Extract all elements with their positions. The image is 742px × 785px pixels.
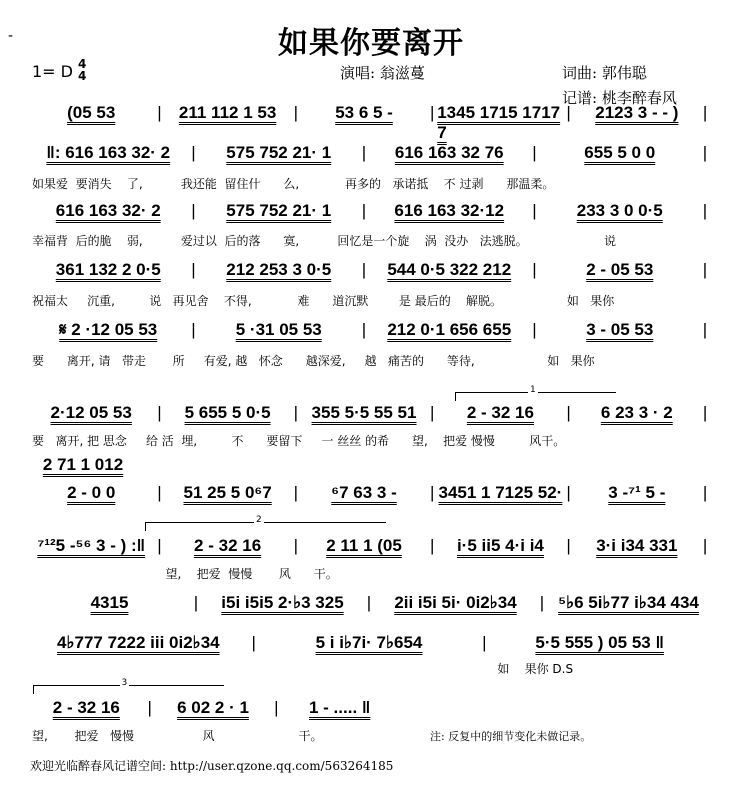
footnote: 注: 反复中的细节变化未做记录。 [430, 730, 592, 743]
bar-line: | [157, 403, 162, 422]
measure: 1 - ..... ‖ [309, 698, 371, 717]
bar-line: | [702, 536, 708, 555]
measure: 2 - 0 0 [67, 483, 116, 502]
staff-row [28, 593, 710, 613]
measure: 355 5·5 55 51 [311, 403, 417, 422]
staff-row [28, 633, 710, 653]
measure: 2 - 32 16 [194, 536, 262, 555]
measure: ‖: 616 163 32· 2 [46, 143, 171, 162]
footer-link-text: 欢迎光临醉春风记谱空间: http://user.qzone.qq.com/563264185 [30, 759, 394, 773]
measure: 5 ·31 05 53 [235, 320, 322, 339]
volta-number: 1 [530, 385, 536, 395]
bar-line: | [191, 143, 196, 162]
measure: 𝄋 2 ·12 05 53 [59, 320, 158, 339]
measure: i5i i5i5 2·♭3 325 [221, 593, 344, 612]
staff-row [28, 260, 710, 280]
measure: 616 163 32·12 [394, 201, 505, 220]
staff-row [28, 698, 398, 718]
bar-line: | [532, 260, 537, 279]
volta-bracket [33, 678, 224, 694]
bar-line: | [274, 698, 279, 717]
measure: 616 163 32 76 [394, 143, 504, 162]
staff-row [28, 483, 710, 503]
staff-row [28, 403, 710, 423]
bar-line: | [532, 201, 537, 220]
bar-line: | [157, 536, 162, 555]
lyrics-line: 祝福太 沉重, 说 再见舍 不得, 难 道沉默 是 最后的 解脱。 如 果你 [32, 294, 615, 308]
lyrics-line: 望, 把爱 慢慢 风 干。 [32, 729, 323, 743]
transcriber: 记谱: 桃李醉春风 [562, 89, 677, 107]
bar-line: | [566, 403, 571, 422]
bar-line: | [366, 593, 372, 612]
bar-line: | [566, 103, 571, 122]
bar-line: | [702, 483, 708, 502]
volta-number: 2 [256, 515, 262, 525]
measure: 212 0·1 656 655 [387, 320, 512, 339]
time-top: 4 [78, 57, 87, 71]
measure: 2 - 05 53 [586, 260, 654, 279]
measure: 575 752 21· 1 [226, 201, 332, 220]
bar-line: | [702, 103, 708, 122]
measure: 5 655 5 0·5 [184, 403, 271, 422]
bar-line: | [191, 201, 196, 220]
bar-line: | [361, 201, 367, 220]
volta-bracket [455, 385, 616, 401]
bar-line: | [566, 483, 571, 502]
lyrics-line: 如 果你 D.S [32, 662, 574, 676]
volta-number: 3 [121, 678, 128, 688]
bar-line: | [539, 593, 545, 612]
composer: 词曲: 郭伟聪 [562, 64, 647, 82]
measure: 3451 1 7125 52· [438, 483, 563, 502]
measure: 5 i i♭7i· 7♭654 [315, 633, 423, 652]
measure: 2ii i5i 5i· 0i2♭34 [394, 593, 517, 612]
bar-line: | [532, 320, 537, 339]
staff-row [28, 103, 710, 143]
bar-line: | [293, 103, 299, 122]
bar-line: | [702, 403, 708, 422]
staff-row [28, 201, 710, 221]
measure: 51 25 5 0⁶7 [183, 483, 272, 502]
measure: ⁵♭6 5i♭77 i♭34 434 [558, 593, 699, 612]
volta-bracket [145, 515, 386, 531]
key-signature: 1= D [32, 62, 73, 81]
lyrics-line: 要 离开, 请 带走 所 有爱, 越 怀念 越深爱, 越 痛苦的 等待, 如 果你 [32, 354, 595, 368]
measure: 6 02 2 · 1 [177, 698, 249, 717]
measure: 2 - 32 16 [466, 403, 534, 422]
bar-line: | [702, 260, 708, 279]
measure: ⁷¹²5 -⁵⁶ 3 - ) :‖ [37, 536, 146, 555]
measure: (05 53 [67, 103, 116, 122]
measure: 3 - 05 53 [586, 320, 654, 339]
measure: 3·i i34 331 [596, 536, 678, 555]
bar-line: | [293, 483, 299, 502]
time-bottom: 4 [78, 69, 87, 83]
bar-line: | [191, 260, 196, 279]
bar-line: | [193, 593, 199, 612]
bar-line: | [702, 143, 708, 162]
bar-line: | [430, 483, 435, 502]
measure: 211 112 1 53 [178, 103, 277, 122]
bar-line: | [566, 536, 571, 555]
bar-line: | [191, 320, 196, 339]
staff-row [28, 320, 710, 340]
measure: 6 23 3 · 2 [600, 403, 673, 422]
bar-line: | [157, 103, 162, 122]
lyrics-line: 幸福背 后的脆 弱, 爱过以 后的落 寞, 回忆是一个旋 涡 没办 法逃脱。 说 [32, 234, 616, 248]
time-signature [78, 58, 86, 82]
bar-line: | [532, 143, 537, 162]
bar-line: | [147, 698, 152, 717]
measure: 544 0·5 322 212 [387, 260, 512, 279]
measure: 233 3 0 0·5 [576, 201, 663, 220]
measure: 53 6 5 - [335, 103, 393, 122]
dash-mark: - [8, 28, 14, 44]
lyrics-line: 望, 把爱 慢慢 风 干。 [32, 567, 338, 581]
measure: 2 - 32 16 [52, 698, 120, 717]
measure: 616 163 32· 2 [55, 201, 161, 220]
measure: 361 132 2 0·5 [55, 260, 161, 279]
measure: 1345 1715 1717 7 [437, 103, 561, 142]
bar-line: | [293, 536, 299, 555]
bar-line: | [361, 143, 367, 162]
measure: ⁶7 63 3 - [331, 483, 397, 502]
bar-line: | [361, 320, 367, 339]
bar-line: | [702, 320, 708, 339]
bar-line: | [430, 536, 435, 555]
staff-row [28, 143, 710, 163]
staff-row [28, 455, 138, 475]
lyrics-line: 要 离开, 把 思念 给 活 埋, 不 要留下 一 丝丝 的希 望, 把爱 慢慢 风干。 [32, 434, 566, 448]
song-title: 如果你要离开 [278, 26, 464, 61]
measure: 2·12 05 53 [50, 403, 132, 422]
bar-line: | [702, 201, 708, 220]
measure: i·5 ii5 4·i i4 [456, 536, 544, 555]
singer: 演唱: 翁滋蔓 [340, 64, 425, 82]
bar-line: | [430, 403, 435, 422]
measure: 4315 [90, 593, 129, 612]
measure: 2 71 1 012 [42, 455, 124, 474]
measure: 575 752 21· 1 [226, 143, 332, 162]
bar-line: | [157, 483, 162, 502]
bar-line: | [430, 103, 435, 122]
lyrics-line: 如果爱 要消失 了, 我还能 留住什 么, 再多的 承诺抵 不 过剥 那温柔。 [32, 177, 555, 191]
bar-line: | [482, 633, 487, 652]
measure: 212 253 3 0·5 [226, 260, 332, 279]
measure: 3 -⁷¹ 5 - [608, 483, 666, 502]
bar-line: | [361, 260, 367, 279]
measure: 4♭777 7222 iii 0i2♭34 [57, 633, 220, 652]
measure: 2 11 1 (05 [326, 536, 402, 555]
measure: 655 5 0 0 [584, 143, 656, 162]
bar-line: | [251, 633, 256, 652]
bar-line: | [293, 403, 299, 422]
staff-row [28, 536, 710, 556]
measure: 5·5 555 ) 05 53 ‖ [535, 633, 664, 652]
measure: 2123 3 - - ) [595, 103, 679, 122]
